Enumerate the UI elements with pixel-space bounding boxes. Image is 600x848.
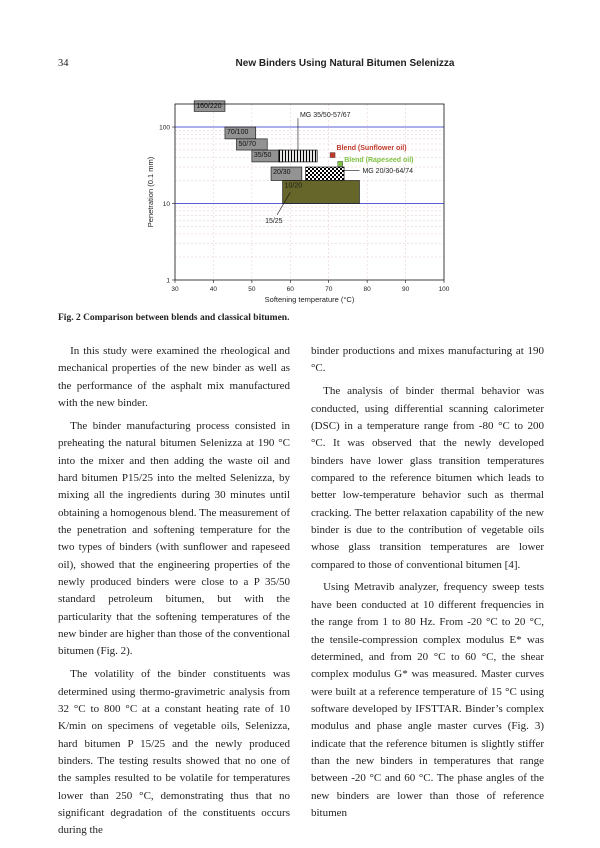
paragraph: The volatility of the binder constituents was determined using thermo-gravimetric analysis from 32 °C to 800 °C at a constant heating rate of 10 K/min on specimens of vegetable oils, Selenizza, hard bitumen P 15/25 and the newly produced binders. The testing results showed that no one of the samples resulted to be volatile for temperatures lower than 250 °C, demonstrating thus that no significant degradation of the constituents occurs during the	[58, 668, 290, 837]
y-tick-label: 10	[162, 200, 170, 208]
y-tick-label: 1	[166, 277, 170, 285]
y-axis-label: Penetration (0.1 mm)	[146, 156, 155, 228]
range-label: 70/100	[226, 129, 249, 137]
legend-label: Blend (Rapeseed oil)	[344, 156, 414, 164]
paragraph: In this study were examined the rheological and mechanical properties of the new binder as well as the performance of the asphalt mix manufactured with the new binder.	[58, 345, 290, 410]
range-label: 20/30	[273, 169, 291, 177]
figure-caption: Fig. 2 Comparison between blends and classical bitumen.	[58, 313, 290, 323]
paragraph: The binder manufacturing process consisted in preheating the natural bitumen Selenizza at 190 °C into the mixer and then adding the waste oil and hard bitumen P15/25 into the melted Selenizza, by mixing all the ingredients during 30 minutes until obtaining a homogenous blend. The measurement of the penetration and softening temperature for the two types of binders (with sunflower and rapeseed oil), showed that the engineering properties of the newly produced binders were close to a P 35/50 standard petroleum bitumen, but with the particularity that the softening temperatures of the new binder are higher than those of the conventional bitumen (Fig. 2).	[58, 419, 290, 658]
body-column-right	[311, 343, 544, 822]
range-label-mg-20-30: MG 20/30-64/74	[362, 168, 414, 176]
range-box-mg-20-30-64-74	[306, 167, 344, 180]
data-point-rapeseed	[338, 161, 343, 166]
y-tick-label: 100	[159, 124, 170, 132]
x-tick-label: 80	[363, 286, 371, 293]
body-column-left	[58, 343, 290, 840]
x-tick-label: 30	[171, 286, 179, 293]
running-title: New Binders Using Natural Bitumen Selenizza	[235, 58, 455, 69]
data-point-sunflower	[330, 153, 335, 158]
range-label-mg-35-50: MG 35/50-57/67	[299, 112, 351, 120]
x-tick-label: 100	[438, 286, 450, 293]
annotation-label: 15/25	[265, 217, 283, 225]
legend-label: Blend (Sunflower oil)	[336, 145, 407, 153]
range-box-mg-35-50-57-67	[279, 150, 317, 162]
figure-2-chart	[128, 96, 458, 308]
paragraph: Using Metravib analyzer, frequency sweep tests have been conducted at 10 different frequencies in the range from 1 to 80 Hz. From -20 °C to 20 °C, the tensile-compression complex modulus E* was determined, and from 20 °C to 60 °C, the shear complex modulus G* was measured. Master curves were built at a reference temperature of 15 °C using software developed by IFSTTAR. Binder’s complex modulus and phase angle master curves (Fig. 3) indicate that the reference bitumen is slightly stiffer than the new binders in temperatures that range between -20 °C and 60 °C. The phase angles of the new binders are lower than those of reference bitumen	[311, 581, 544, 819]
x-tick-label: 60	[286, 286, 294, 293]
range-label: 10/20	[284, 182, 303, 190]
range-label: 35/50	[253, 152, 272, 160]
x-tick-label: 70	[325, 286, 333, 293]
paragraph: The analysis of binder thermal behavior was conducted, using differential scanning calorimeter (DSC) in a temperature range from -80 °C to 200 °C. It was observed that the newly developed binders have lower glass transition temperatures compared to the reference bitumen which leads to better low-temperature behavior such as thermal cracking. The better relaxation capability of the new binder is due to the contribution of vegetable oils whose glass transition temperatures are lower compared to those of conventional bitumen [4].	[311, 385, 544, 571]
range-label: 160/220	[196, 102, 222, 110]
x-tick-label: 90	[401, 286, 410, 293]
range-label: 50/70	[238, 140, 257, 148]
x-tick-label: 40	[209, 286, 218, 293]
x-tick-label: 50	[248, 286, 256, 293]
paragraph: binder productions and mixes manufacturing at 190 °C.	[311, 345, 544, 375]
page-number: 34	[58, 58, 69, 69]
x-axis-label: Softening temperature (°C)	[264, 295, 355, 304]
